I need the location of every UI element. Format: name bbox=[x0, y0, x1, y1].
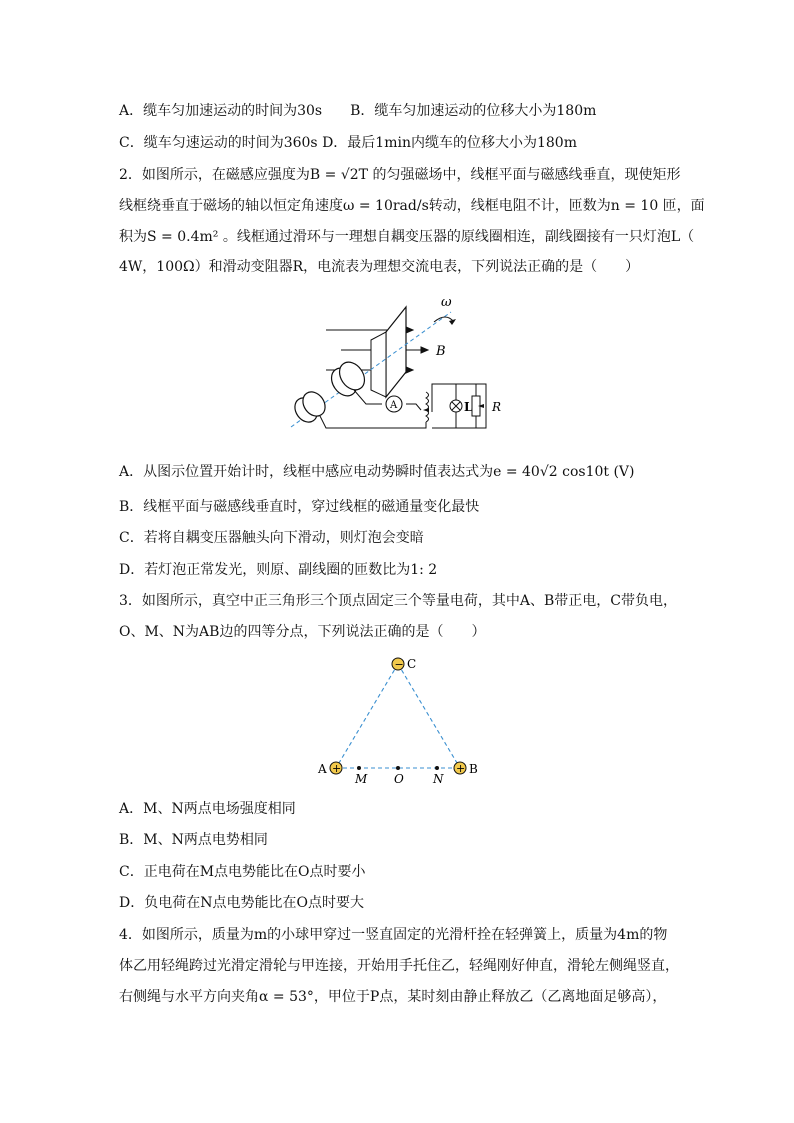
charge-b bbox=[454, 762, 466, 775]
q4-stem-line-1: 4．如图所示，质量为m的小球甲穿过一竖直固定的光滑杆拴在轻弹簧上，质量为4m的物 bbox=[119, 927, 668, 943]
q3-figure-triangle-charges bbox=[315, 652, 485, 787]
q2-option-b: B．线框平面与磁感线垂直时，穿过线框的磁通量变化最快 bbox=[119, 499, 480, 515]
lamp-label: L bbox=[464, 400, 473, 414]
ammeter-label: A bbox=[390, 400, 398, 411]
vertex-b-label: B bbox=[469, 762, 478, 776]
q2-option-d: D．若灯泡正常发光，则原、副线圈的匝数比为1: 2 bbox=[119, 562, 438, 578]
point-n-label: N bbox=[433, 772, 444, 786]
q3-option-b: B．M、N两点电势相同 bbox=[119, 832, 268, 848]
point-o bbox=[396, 766, 400, 770]
q2-figure-generator-circuit bbox=[286, 292, 526, 438]
svg-text:−: − bbox=[394, 658, 404, 671]
autotransformer-coil bbox=[426, 392, 429, 422]
triangle-edges bbox=[336, 664, 460, 768]
q3-stem-line-1: 3．如图所示，真空中正三角形三个顶点固定三个等量电荷，其中A、B带正电，C带负电， bbox=[119, 593, 678, 609]
q1-options-cd: C．缆车匀速运动的时间为360s D．最后1min内缆车的位移大小为180m bbox=[119, 135, 577, 151]
q3-option-d: D．负电荷在N点电势能比在O点时要大 bbox=[119, 895, 364, 911]
omega-label: ω bbox=[441, 295, 452, 310]
q2-stem-line-4: 4W，100Ω）和滑动变阻器R，电流表为理想交流电表，下列说法正确的是（ ） bbox=[119, 259, 640, 275]
q2-option-a: A．从图示位置开始计时，线框中感应电动势瞬时值表达式为e = 40√2 cos10t (V) bbox=[119, 464, 635, 480]
point-m-label: M bbox=[355, 772, 368, 786]
point-n bbox=[435, 766, 439, 770]
q3-stem-line-2: O、M、N为AB边的四等分点，下列说法正确的是（ ） bbox=[119, 624, 486, 640]
q3-option-a: A．M、N两点电场强度相同 bbox=[119, 801, 296, 817]
q3-option-c: C．正电荷在M点电势能比在O点时要小 bbox=[119, 864, 366, 880]
point-o-label: O bbox=[394, 772, 404, 786]
q2-stem-line-1: 2．如图所示，在磁感应强度为B = √2T 的匀强磁场中，线框平面与磁感线垂直，现使矩形 bbox=[119, 167, 681, 183]
charge-a bbox=[330, 762, 342, 775]
q1-options-ab: A．缆车匀加速运动的时间为30s B．缆车匀加速运动的位移大小为180m bbox=[119, 103, 597, 119]
svg-text:+: + bbox=[456, 762, 466, 775]
point-m bbox=[357, 766, 361, 770]
q2-stem-line-2: 线框绕垂直于磁场的轴以恒定角速度ω = 10rad/s转动，线框电阻不计，匝数为n = 10 匝，面 bbox=[119, 198, 705, 214]
charge-c bbox=[392, 658, 404, 671]
vertex-a-label: A bbox=[318, 762, 327, 776]
b-label: B bbox=[436, 344, 446, 359]
q2-option-c: C．若将自耦变压器触头向下滑动，则灯泡会变暗 bbox=[119, 530, 424, 546]
q2-stem-line-3: 积为S = 0.4m² 。线框通过滑环与一理想自耦变压器的原线圈相连，副线圈接有一只灯泡L（ bbox=[119, 229, 695, 245]
rheostat-label: R bbox=[492, 400, 502, 414]
slip-rings bbox=[290, 357, 369, 426]
q4-stem-line-3: 右侧绳与水平方向夹角α = 53°，甲位于P点，某时刻由静止释放乙（乙离地面足够高）， bbox=[119, 989, 667, 1005]
q4-stem-line-2: 体乙用轻绳跨过光滑定滑轮与甲连接，开始用手托住乙，轻绳刚好伸直，滑轮左侧绳竖直， bbox=[119, 958, 679, 974]
vertex-c-label: C bbox=[407, 657, 417, 671]
svg-text:+: + bbox=[332, 762, 342, 775]
